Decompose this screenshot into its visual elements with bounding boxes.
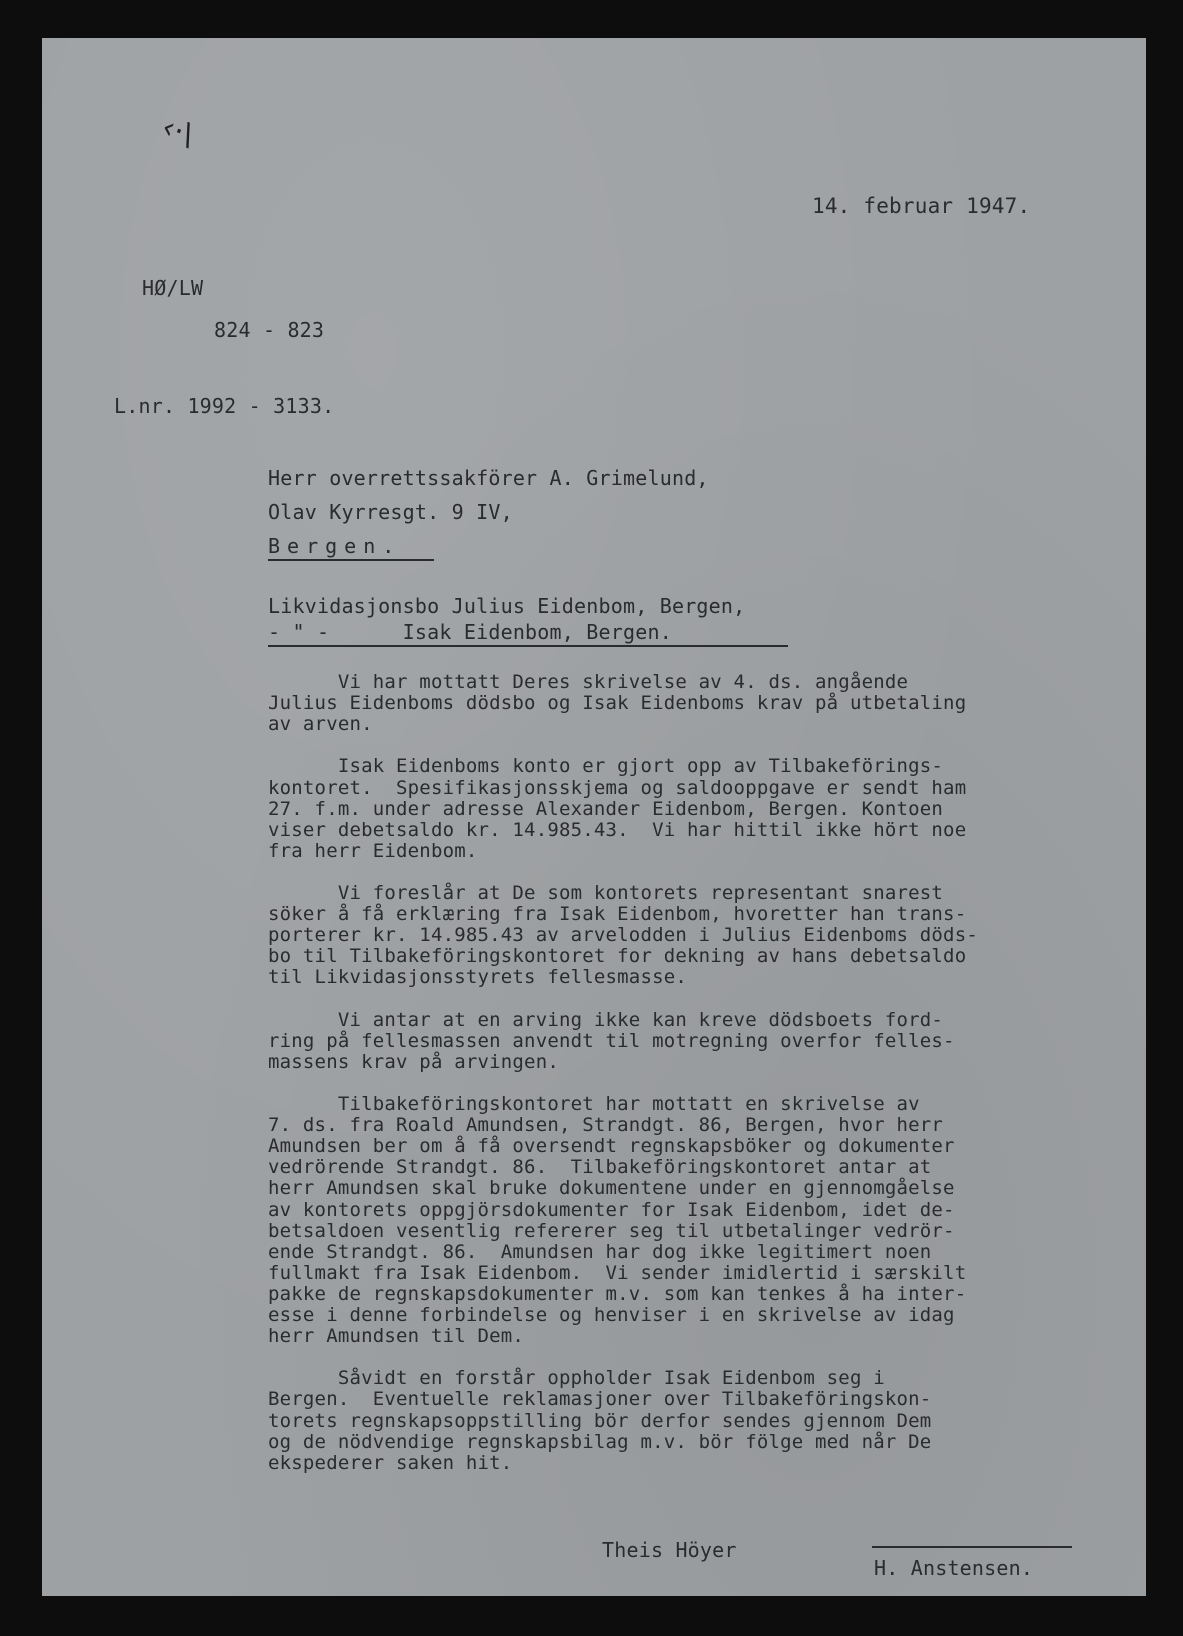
subject-line-2: - " - Isak Eidenbom, Bergen. (268, 620, 672, 644)
handwritten-mark: ‹·\ (156, 109, 199, 154)
body-line: av kontorets oppgjörsdokumenter for Isak Eidenbom, idet de- (268, 1198, 955, 1221)
body-line: Isak Eidenboms konto er gjort opp av Tilbakeförings- (268, 755, 944, 778)
body-line: til Likvidasjonsstyrets fellesmasse. (268, 966, 688, 989)
body-line: fullmakt fra Isak Eidenbom. Vi sender imidlertid i særskilt (268, 1261, 967, 1284)
body-line: og de nödvendige regnskapsbilag m.v. bör fölge med når De (268, 1430, 932, 1453)
body-line: ekspederer saken hit. (268, 1451, 513, 1474)
recipient-name: Herr overrettssakförer A. Grimelund, (268, 466, 709, 490)
case-numbers: 824 - 823 (214, 318, 325, 342)
body-line: Bergen. Eventuelle reklamasjoner over Tilbakeföringskon- (268, 1388, 932, 1411)
body-line: 27. f.m. under adresse Alexander Eidenbom, Bergen. Kontoen (268, 797, 944, 820)
body-line: pakke de regnskapsdokumenter m.v. som kan tenkes å ha inter- (268, 1282, 967, 1305)
body-line: Amundsen ber om å få oversendt regnskapsböker og dokumenter (268, 1135, 955, 1158)
body-line: vedrörende Strandgt. 86. Tilbakeföringskontoret antar at (268, 1156, 932, 1179)
letter-page (42, 38, 1146, 1596)
body-line: fra herr Eidenbom. (268, 839, 478, 862)
body-line: Vi antar at en arving ikke kan kreve dödsboets ford- (268, 1008, 944, 1031)
journal-number: L.nr. 1992 - 3133. (114, 394, 335, 418)
body-line: massens krav på arvingen. (268, 1050, 559, 1073)
body-line: ende Strandgt. 86. Amundsen har dog ikke legitimert noen (268, 1240, 932, 1263)
body-line: herr Amundsen skal bruke dokumentene under en gjennomgåelse (268, 1177, 955, 1200)
body-line: av arven. (268, 713, 373, 736)
body-line: 7. ds. fra Roald Amundsen, Strandgt. 86, Bergen, hvor herr (268, 1114, 944, 1137)
recipient-city-underline (268, 559, 434, 561)
body-line: ring på fellesmassen anvendt til motregning overfor felles- (268, 1029, 955, 1052)
body-line: torets regnskapsoppstilling bör derfor sendes gjennom Dem (268, 1409, 932, 1432)
subject-underline (268, 645, 788, 647)
body-line: Vi foreslår at De som kontorets representant snarest (268, 882, 944, 904)
body-line: Vi har mottatt Deres skrivelse av 4. ds. angående (268, 671, 909, 693)
subject-line-1: Likvidasjonsbo Julius Eidenbom, Bergen, (268, 594, 746, 618)
body-line: Julius Eidenboms dödsbo og Isak Eidenboms krav på utbetaling (268, 692, 967, 715)
body-line: viser debetsaldo kr. 14.985.43. Vi har hittil ikke hört noe (268, 818, 967, 841)
body-line: herr Amundsen til Dem. (268, 1325, 525, 1348)
letter-date: 14. februar 1947. (812, 194, 1031, 218)
recipient-street: Olav Kyrresgt. 9 IV, (268, 500, 513, 524)
body-line: bo til Tilbakeföringskontoret for dekning av hans debetsaldo (268, 945, 967, 968)
body-line: porterer kr. 14.985.43 av arvelodden i Julius Eidenboms döds- (268, 924, 978, 947)
body-line: söker å få erklæring fra Isak Eidenbom, hvoretter han trans- (268, 903, 967, 926)
body-line: Såvidt en forstår oppholder Isak Eidenbom seg i (268, 1367, 885, 1390)
signature-line (872, 1546, 1072, 1548)
body-line: kontoret. Spesifikasjonsskjema og saldooppgave er sendt ham (268, 776, 967, 799)
signature-right: H. Anstensen. (874, 1556, 1034, 1580)
body-line: Tilbakeföringskontoret har mottatt en skrivelse av (268, 1093, 920, 1115)
signature-left: Theis Höyer (602, 1538, 737, 1562)
reference-initials: HØ/LW (142, 276, 204, 300)
recipient-city: Bergen. (268, 534, 402, 558)
body-line: betsaldoen vesentlig refererer seg til utbetalinger vedrör- (268, 1219, 955, 1242)
body-line: esse i denne forbindelse og henviser i en skrivelse av idag (268, 1304, 955, 1326)
